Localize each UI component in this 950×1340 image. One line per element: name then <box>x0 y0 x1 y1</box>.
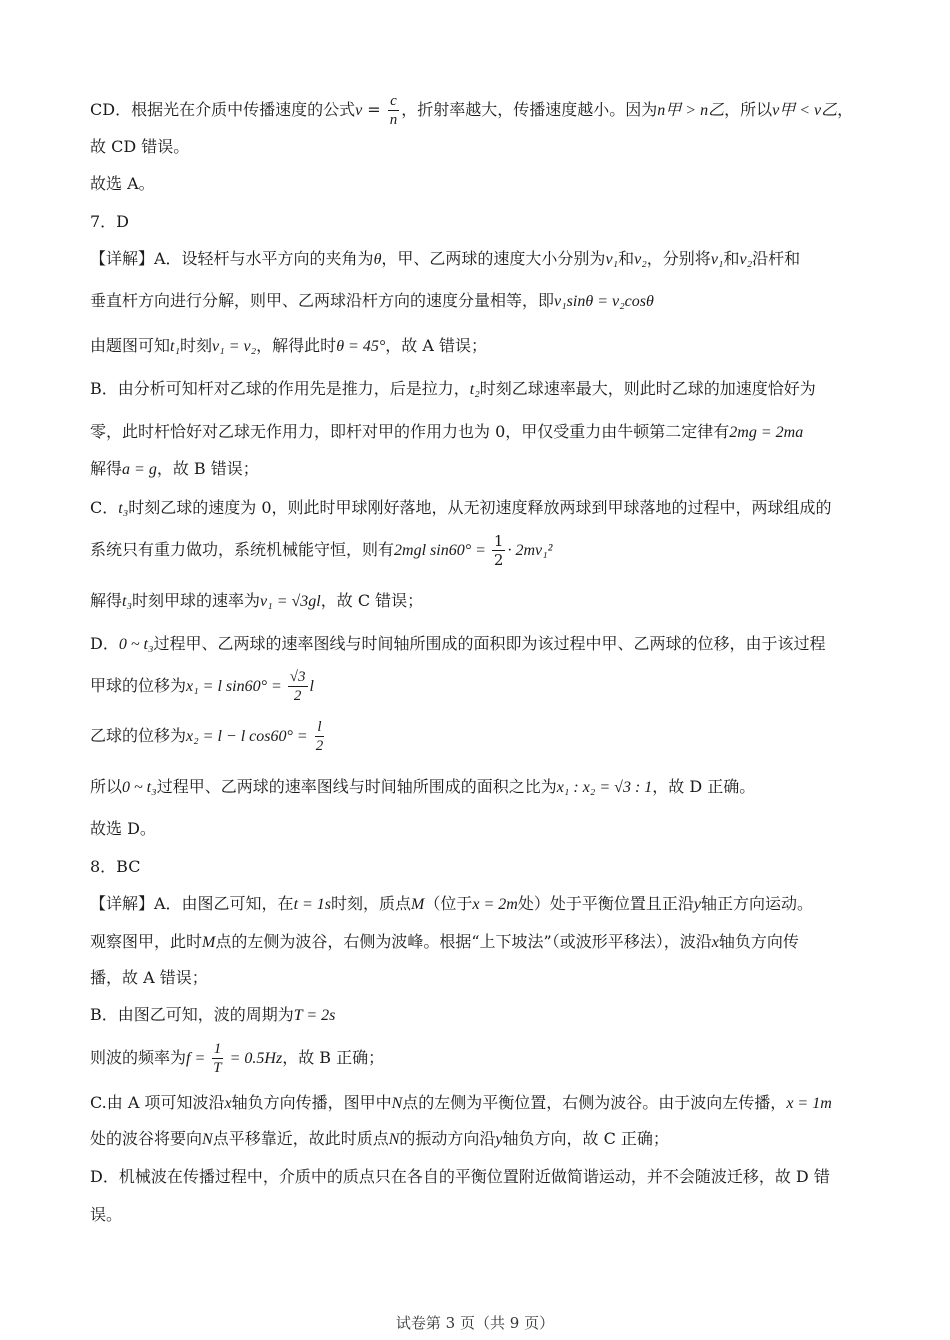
formula-var: x <box>224 1095 232 1112</box>
line-text: 时刻甲球的速率为 <box>132 591 261 610</box>
line-text: 所以 <box>90 777 123 796</box>
formula-var: t₃ <box>118 500 129 517</box>
text-line: 故选 D。 <box>90 819 156 838</box>
formula: n甲 > n乙 <box>657 102 725 119</box>
fraction-numerator: 1 <box>213 1041 222 1057</box>
formula: 0 ~ t₃ <box>122 779 157 796</box>
line-text: 【详解】A．设轻杆与水平方向的夹角为 <box>90 249 374 268</box>
line-text: 处的波谷将要向 <box>90 1129 203 1148</box>
line-text: 时刻乙球的速度为 0，则此时甲球刚好落地，从无初速度释放两球到甲球落地的过程中，两球组成的 <box>128 498 832 517</box>
text-line <box>90 378 890 401</box>
fraction-numerator: l <box>317 719 322 735</box>
formula: · 2mv₁² <box>507 542 553 559</box>
formula-var: N <box>202 1131 213 1148</box>
text-line: 误。 <box>90 1205 123 1224</box>
line-text: ，故 C 错误； <box>320 591 424 610</box>
fraction <box>211 1040 223 1077</box>
text-line <box>90 421 890 444</box>
line-text: ，解得此时 <box>256 336 337 355</box>
formula: v甲 < v乙 <box>772 102 838 119</box>
fraction <box>388 92 400 129</box>
line-text: 轴负方向传 <box>718 932 799 951</box>
formula-var: y <box>495 1131 503 1148</box>
fraction-denominator: 2 <box>493 551 504 569</box>
formula-var: N <box>391 1095 403 1112</box>
text-line <box>90 1092 890 1115</box>
fraction-denominator: n <box>389 112 398 128</box>
line-text: 则波的频率为 <box>90 1048 187 1067</box>
formula-var: l <box>309 678 314 695</box>
text-line <box>90 532 890 569</box>
line-text: 过程甲、乙两球的速率图线与时间轴所围成的面积之比为 <box>156 777 557 796</box>
text-line <box>90 335 890 358</box>
line-text: 时刻乙球速率最大，则此时乙球的加速度恰好为 <box>479 379 816 398</box>
formula: f = <box>186 1050 210 1067</box>
line-text: ，分别将 <box>646 249 711 268</box>
text-line: 播，故 A 错误； <box>90 968 208 987</box>
formula: v₁ = v₂ <box>212 338 257 355</box>
line-text: 的振动方向沿 <box>399 1129 496 1148</box>
line-text: 甲球的位移为 <box>90 676 187 695</box>
fraction-numerator: c <box>390 93 397 109</box>
formula-var: t₁ <box>170 338 181 355</box>
formula-var: t₂ <box>469 381 480 398</box>
line-text: 时刻，质点 <box>331 894 412 913</box>
formula: = 0.5Hz <box>225 1050 283 1067</box>
line-text: B．由图乙可知，波的周期为 <box>90 1005 294 1024</box>
line-text: （位于 <box>424 894 473 913</box>
line-text: 零，此时杆恰好对乙球无作用力，即杆对甲的作用力也为 0，甲仅受重力由牛顿第二定律有 <box>90 422 730 441</box>
formula: θ = 45° <box>336 338 386 355</box>
line-text: 由题图可知 <box>90 336 171 355</box>
formula: x = 2m <box>472 896 518 913</box>
line-text: 垂直杆方向进行分解，则甲、乙两球沿杆方向的速度分量相等，即 <box>90 291 555 310</box>
formula-var: M <box>411 896 425 913</box>
text-line <box>90 92 890 129</box>
line-text: 【详解】A．由图乙可知，在 <box>90 894 294 913</box>
line-text: 乙球的位移为 <box>90 726 187 745</box>
text-line <box>90 1004 890 1027</box>
line-text: ， <box>837 100 854 119</box>
formula: 2mg = 2ma <box>729 424 804 441</box>
formula: x₁ = l sin60° = <box>186 678 286 695</box>
formula-eq: = <box>362 100 386 119</box>
formula-var: v₁ <box>710 251 724 268</box>
line-text: D． <box>90 634 119 653</box>
line-text: C.由 A 项可知波沿 <box>90 1093 225 1112</box>
formula-radical: √3gl <box>291 593 321 610</box>
fraction-denominator: 2 <box>315 738 324 754</box>
formula-var: v₂ <box>634 251 647 268</box>
formula: 0 ~ t₃ <box>118 636 154 653</box>
formula: x₂ = l − l cos60° = <box>186 728 312 745</box>
formula: x = 1m <box>786 1095 832 1112</box>
question-number: 7．D <box>90 212 130 231</box>
line-text: 时刻 <box>180 336 213 355</box>
formula: v₁ = <box>260 593 292 610</box>
text-line: D．机械波在传播过程中，介质中的质点只在各自的平衡位置附近做简谐运动，并不会随波迁移，故 D 错 <box>90 1167 830 1186</box>
line-text: 解得 <box>90 459 123 478</box>
text-line <box>90 590 890 613</box>
line-text: 点平移靠近，故此时质点 <box>212 1129 389 1148</box>
text-line <box>90 718 890 755</box>
page-footer: 试卷第 3 页（共 9 页） <box>395 1314 555 1332</box>
line-text: 过程甲、乙两球的速率图线与时间轴所围成的面积即为该过程中甲、乙两球的位移，由于该过程 <box>153 634 826 653</box>
line-text: 系统只有重力做功，系统机械能守恒，则有 <box>90 540 395 559</box>
line-text: 处）处于平衡位置且正沿 <box>517 894 694 913</box>
line-text: 点的左侧为平衡位置，右侧为波谷。由于波向左传播， <box>402 1093 787 1112</box>
fraction-denominator: 2 <box>293 688 302 704</box>
fraction <box>492 532 506 569</box>
line-text: ，所以 <box>724 100 773 119</box>
text-line <box>90 1040 890 1077</box>
formula: v₁sinθ = v₂cosθ <box>554 293 654 310</box>
formula-var: x <box>711 934 719 951</box>
line-text: 轴负方向传播，图甲中 <box>231 1093 392 1112</box>
line-text: CD．根据光在介质中传播速度的公式 <box>90 100 356 119</box>
text-line <box>90 1128 890 1151</box>
formula: t = 1s <box>293 896 332 913</box>
text-line <box>90 893 890 916</box>
text-line: 故 CD 错误。 <box>90 137 190 156</box>
fraction <box>288 668 308 705</box>
formula-var: v₂ <box>739 251 753 268</box>
line-text: 和 <box>723 249 740 268</box>
text-line <box>90 290 890 313</box>
line-text: 解得 <box>90 591 123 610</box>
line-text: 和 <box>618 249 635 268</box>
line-text: B．由分析可知杆对乙球的作用先是推力，后是拉力， <box>90 379 470 398</box>
line-text: 观察图甲，此时 <box>90 932 203 951</box>
formula-var: y <box>693 896 701 913</box>
line-text: ，故 A 错误； <box>385 336 487 355</box>
formula-var: N <box>388 1131 400 1148</box>
formula-var: M <box>202 934 216 951</box>
text-line: 故选 A。 <box>90 174 155 193</box>
formula-var: θ <box>373 251 382 268</box>
formula: x₁ : x₂ = √3 : 1 <box>556 779 653 796</box>
formula-var: t₃ <box>122 593 133 610</box>
formula: a = g <box>122 461 157 478</box>
line-text: 沿杆和 <box>752 249 801 268</box>
question-number: 8．BC <box>90 857 141 876</box>
text-line <box>90 497 890 520</box>
line-text: ，故 B 正确； <box>282 1048 385 1067</box>
fraction <box>314 718 326 755</box>
line-text: 点的左侧为波谷，右侧为波峰。根据“上下坡法”（或波形平移法），波沿 <box>215 932 712 951</box>
formula-var: v₁ <box>605 251 619 268</box>
line-text: ，故 D 正确。 <box>652 777 756 796</box>
line-text: 轴负方向，故 C 正确； <box>502 1129 669 1148</box>
formula: T = 2s <box>293 1007 336 1024</box>
fraction-numerator: √3 <box>289 669 306 685</box>
line-text: 轴正方向运动。 <box>700 894 813 913</box>
text-line <box>90 668 890 705</box>
text-line <box>90 458 890 481</box>
text-line <box>90 633 890 656</box>
line-text: ，甲、乙两球的速度大小分别为 <box>381 249 606 268</box>
formula: 2mgl sin60° = <box>394 542 490 559</box>
line-text: C． <box>90 498 119 517</box>
text-line <box>90 776 890 799</box>
fraction-denominator: T <box>213 1060 222 1076</box>
line-text: ，折射率越大，传播速度越小。因为 <box>401 100 658 119</box>
fraction-numerator: 1 <box>493 532 504 550</box>
formula-var: v <box>355 102 363 119</box>
text-line <box>90 931 890 954</box>
line-text: ，故 B 错误； <box>156 459 259 478</box>
text-line <box>90 248 890 271</box>
